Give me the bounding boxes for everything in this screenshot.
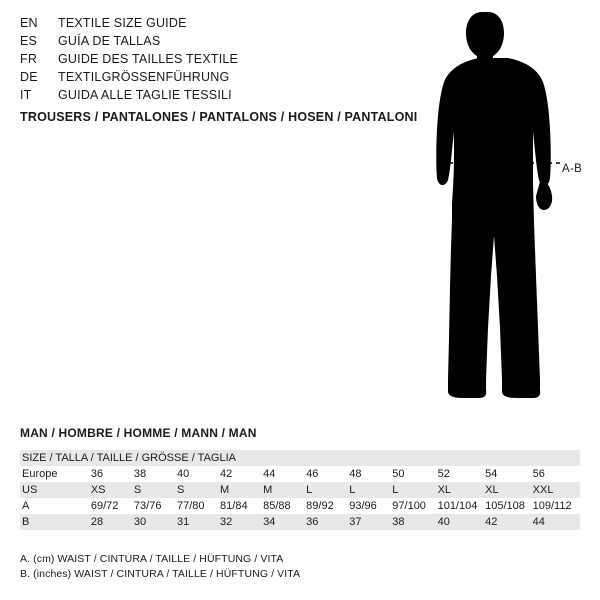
row-label-a: A <box>22 500 30 512</box>
row-label-us: US <box>22 484 38 496</box>
language-text-it: GUIDA ALLE TAGLIE TESSILI <box>58 88 232 102</box>
cell-us-6: L <box>349 484 356 496</box>
cell-a-5: 89/92 <box>306 500 334 512</box>
language-code-fr: FR <box>20 52 38 66</box>
footnote-b: B. (inches) WAIST / CINTURA / TAILLE / HÜFTUNG / VITA <box>20 568 301 580</box>
language-row <box>20 86 380 104</box>
language-row <box>20 14 380 32</box>
footnote-a: A. (cm) WAIST / CINTURA / TAILLE / HÜFTUNG / VITA <box>20 553 284 565</box>
cell-europe-0: 36 <box>90 468 104 480</box>
language-text-en: TEXTILE SIZE GUIDE <box>58 16 187 30</box>
cell-b-5: 36 <box>306 516 319 528</box>
measure-label-ab: A-B <box>562 163 583 175</box>
cell-a-6: 93/96 <box>349 500 377 512</box>
row-label-b: B <box>22 516 30 528</box>
language-header-block <box>20 14 380 104</box>
cell-us-1: S <box>133 484 142 496</box>
table-row <box>20 514 580 530</box>
cell-a-3: 81/84 <box>220 500 248 512</box>
section-title: TROUSERS / PANTALONES / PANTALONS / HOSEN / PANTALONI <box>20 110 418 124</box>
cell-europe-8: 52 <box>437 468 450 480</box>
language-code-en: EN <box>20 16 38 30</box>
cell-us-10: XXL <box>532 484 554 496</box>
cell-a-8: 101/104 <box>437 500 478 512</box>
cell-europe-6: 48 <box>349 468 362 480</box>
table-title: MAN / HOMBRE / HOMME / MANN / MAN <box>20 426 257 440</box>
table-row <box>20 498 580 514</box>
language-code-it: IT <box>20 88 32 102</box>
man-silhouette-figure <box>415 8 590 408</box>
table-row <box>20 482 580 498</box>
language-text-es: GUÍA DE TALLAS <box>58 34 161 48</box>
language-text-de: TEXTILGRÖSSENFÜHRUNG <box>58 70 230 84</box>
cell-us-8: XL <box>437 484 452 496</box>
cell-us-0: XS <box>90 484 106 496</box>
cell-a-1: 73/76 <box>133 500 162 512</box>
cell-us-4: M <box>263 484 273 496</box>
cell-europe-3: 42 <box>220 468 233 480</box>
cell-europe-2: 40 <box>176 468 190 480</box>
language-code-de: DE <box>20 70 38 84</box>
cell-europe-1: 38 <box>133 468 147 480</box>
cell-b-4: 34 <box>263 516 276 528</box>
cell-b-6: 37 <box>349 516 362 528</box>
cell-europe-9: 54 <box>485 468 498 480</box>
cell-a-2: 77/80 <box>176 500 205 512</box>
language-row <box>20 32 380 50</box>
cell-us-5: L <box>306 484 313 496</box>
cell-a-7: 97/100 <box>392 500 426 512</box>
cell-a-0: 69/72 <box>90 500 119 512</box>
cell-europe-10: 56 <box>532 468 545 480</box>
cell-europe-4: 44 <box>263 468 276 480</box>
language-code-es: ES <box>20 34 38 48</box>
cell-us-3: M <box>220 484 230 496</box>
cell-europe-5: 46 <box>306 468 319 480</box>
cell-us-7: L <box>392 484 399 496</box>
cell-b-3: 32 <box>220 516 233 528</box>
footnotes <box>20 552 300 582</box>
cell-us-9: XL <box>485 484 499 496</box>
cell-b-10: 44 <box>532 516 545 528</box>
cell-b-8: 40 <box>437 516 450 528</box>
cell-b-0: 28 <box>90 516 104 528</box>
cell-us-2: S <box>176 484 185 496</box>
silhouette-svg <box>415 8 590 408</box>
cell-a-10: 109/112 <box>532 500 572 512</box>
row-label-europe: Europe <box>22 468 58 480</box>
cell-a-9: 105/108 <box>485 500 525 512</box>
cell-b-2: 31 <box>176 516 190 528</box>
language-text-fr: GUIDE DES TAILLES TEXTILE <box>58 52 239 66</box>
cell-b-7: 38 <box>392 516 405 528</box>
table-header-label: SIZE / TALLA / TAILLE / GRÖSSE / TAGLIA <box>22 452 236 464</box>
cell-a-4: 85/88 <box>263 500 291 512</box>
cell-b-1: 30 <box>133 516 147 528</box>
size-table <box>20 450 580 530</box>
language-row <box>20 50 380 68</box>
cell-europe-7: 50 <box>392 468 405 480</box>
table-row-header <box>20 450 580 466</box>
table-row <box>20 466 580 482</box>
cell-b-9: 42 <box>485 516 498 528</box>
language-row <box>20 68 380 86</box>
